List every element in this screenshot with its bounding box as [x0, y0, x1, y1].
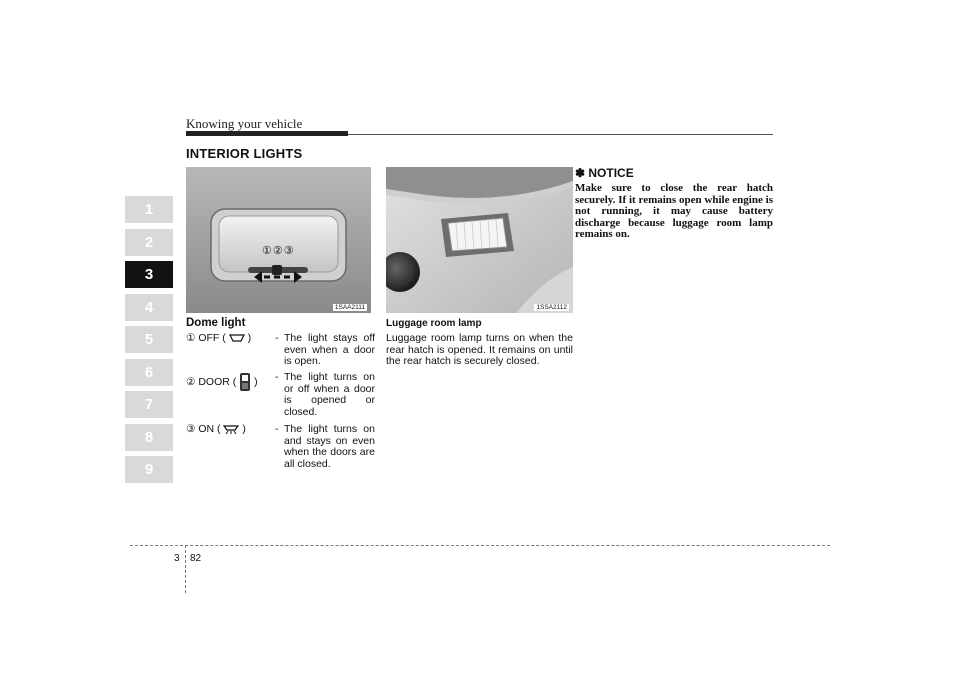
chapter-tab-7[interactable]: 7 — [125, 391, 173, 418]
dome-off-icon — [229, 333, 245, 343]
chapter-tab-9[interactable]: 9 — [125, 456, 173, 483]
chapter-tab-3[interactable]: 3 — [125, 261, 173, 288]
dome-item-description: The light stays off even when a door is open. — [284, 332, 375, 367]
chapter-tabs — [125, 196, 173, 489]
dome-light-photo — [186, 167, 371, 313]
section-title: INTERIOR LIGHTS — [186, 146, 303, 161]
chapter-tab-2[interactable]: 2 — [125, 229, 173, 256]
switch-markers: ①②③ — [262, 245, 295, 257]
header-rule — [348, 134, 773, 135]
header-title: Knowing your vehicle — [186, 116, 303, 131]
luggage-lamp-text: Luggage room lamp turns on when the rear hatch is opened. It remains on until the rear hatch is securely closed. — [386, 332, 573, 368]
dome-item-description: The light turns on and stays on even when the doors are all closed. — [284, 423, 375, 470]
header-bar — [186, 131, 348, 136]
chapter-tab-5[interactable]: 5 — [125, 326, 173, 353]
chapter-tab-1[interactable]: 1 — [125, 196, 173, 223]
chapter-tab-4[interactable]: 4 — [125, 294, 173, 321]
dome-light-heading: Dome light — [186, 317, 246, 329]
luggage-lamp-heading: Luggage room lamp — [386, 318, 482, 329]
footer-divider — [185, 545, 186, 593]
dome-on-icon — [223, 424, 239, 434]
luggage-lamp-photo — [386, 167, 573, 313]
notice-heading: ✽ NOTICE — [575, 166, 634, 180]
chapter-tab-8[interactable]: 8 — [125, 424, 173, 451]
door-icon — [239, 372, 251, 392]
slide-arrow-icon — [254, 271, 302, 283]
dome-item-description: The light turns on or off when a door is opened or closed. — [284, 371, 375, 418]
footer-rule — [130, 545, 830, 546]
footer-page-number: 82 — [190, 553, 202, 564]
photo-code: 1SSA2112 — [536, 304, 567, 311]
footer-chapter-number: 3 — [174, 553, 180, 564]
notice-text: Make sure to close the rear hatch securely. If it remains open while engine is not running, it may cause battery discharge because luggage room lamp remains on. — [575, 182, 773, 241]
photo-code: 1SAA2111 — [334, 304, 365, 311]
chapter-tab-6[interactable]: 6 — [125, 359, 173, 386]
